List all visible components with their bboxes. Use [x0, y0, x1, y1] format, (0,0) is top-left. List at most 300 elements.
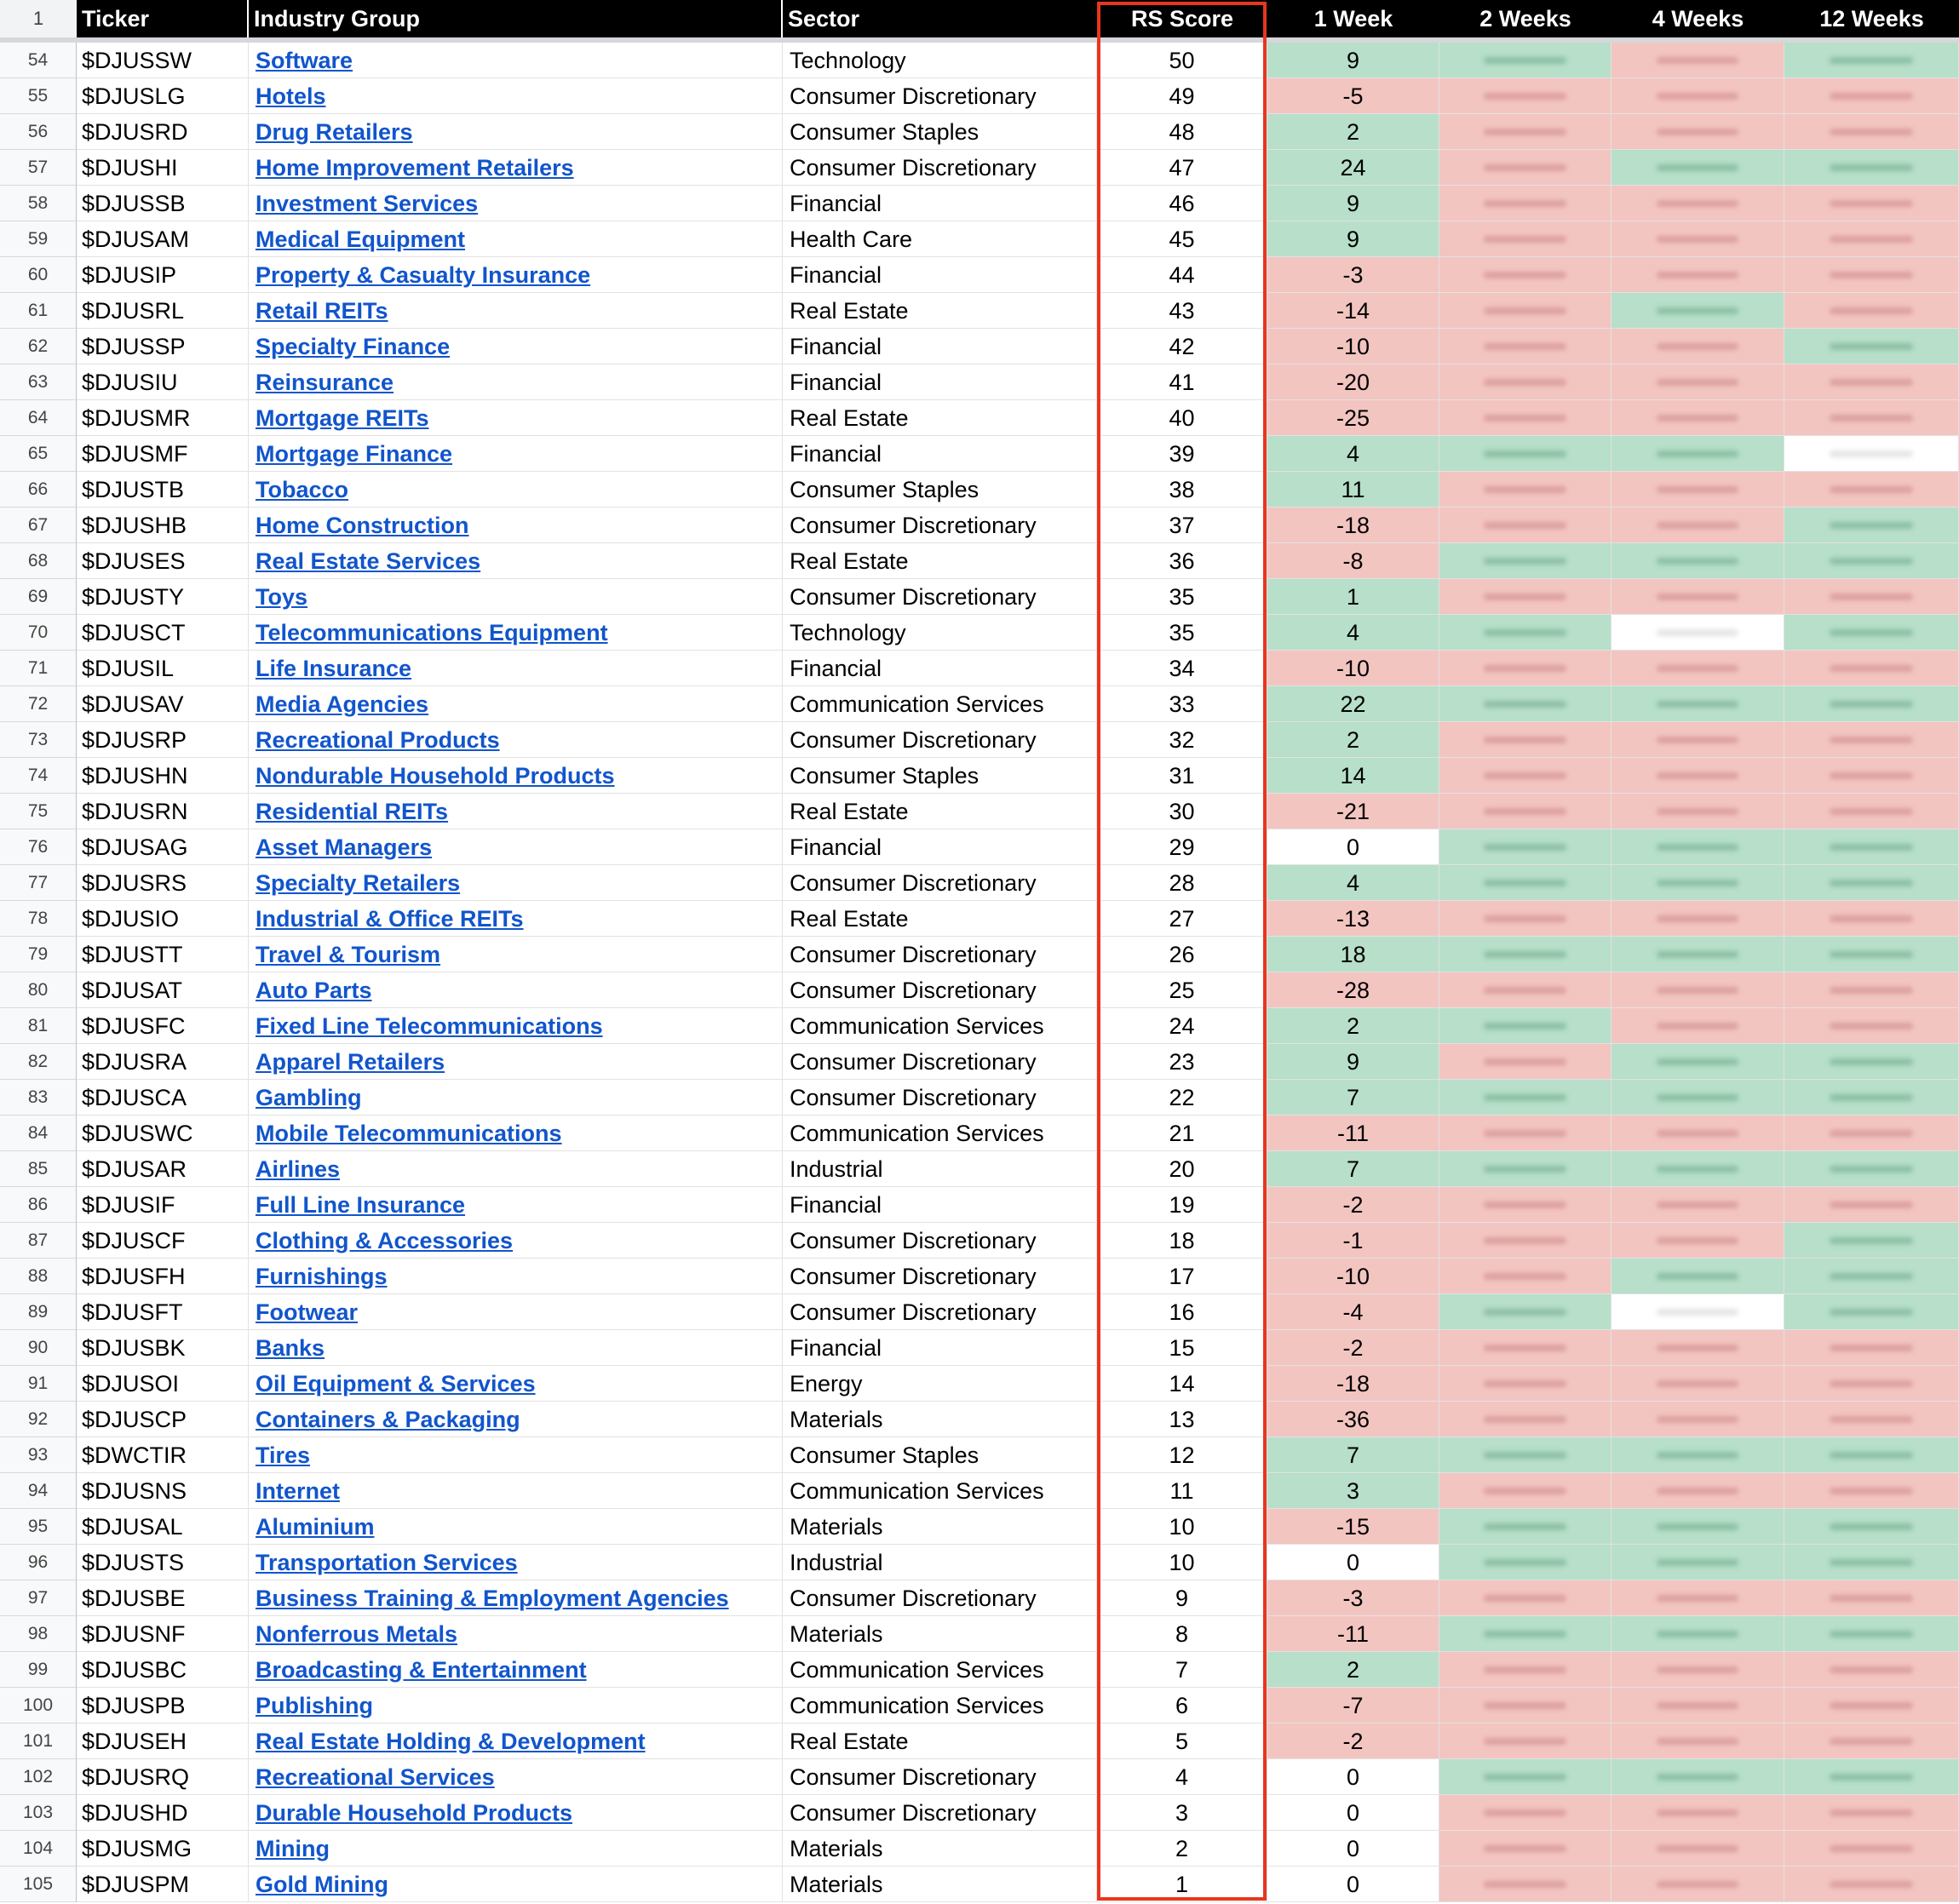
industry-group-link[interactable]: Transportation Services: [256, 1550, 518, 1575]
week-2-cell-obscured[interactable]: [1439, 508, 1611, 543]
row-number[interactable]: 98: [0, 1616, 77, 1652]
week-12-cell-obscured[interactable]: [1784, 651, 1959, 686]
industry-group-cell[interactable]: [249, 1652, 783, 1688]
industry-group-link[interactable]: Reinsurance: [256, 370, 394, 395]
sector-cell[interactable]: Financial: [783, 436, 1097, 472]
rs-score-cell[interactable]: 37: [1097, 508, 1267, 543]
week-1-cell[interactable]: -18: [1267, 508, 1439, 543]
rs-score-cell[interactable]: 41: [1097, 364, 1267, 400]
rs-score-cell[interactable]: 33: [1097, 686, 1267, 722]
week-2-cell-obscured[interactable]: [1439, 114, 1611, 150]
row-number[interactable]: 75: [0, 794, 77, 829]
rs-score-cell[interactable]: 50: [1097, 43, 1267, 78]
rs-score-cell[interactable]: 9: [1097, 1580, 1267, 1616]
rs-score-cell[interactable]: 46: [1097, 186, 1267, 221]
week-2-cell-obscured[interactable]: [1439, 1759, 1611, 1795]
sector-cell[interactable]: Consumer Discretionary: [783, 1759, 1097, 1795]
week-2-cell-obscured[interactable]: [1439, 43, 1611, 78]
row-number[interactable]: 97: [0, 1580, 77, 1616]
week-4-cell-obscured[interactable]: [1611, 1723, 1784, 1759]
ticker-cell[interactable]: $DJUSAL: [77, 1509, 249, 1545]
week-4-cell-obscured[interactable]: [1611, 1652, 1784, 1688]
week-4-cell-obscured[interactable]: [1611, 1795, 1784, 1831]
week-2-cell-obscured[interactable]: [1439, 543, 1611, 579]
ticker-cell[interactable]: $DJUSCT: [77, 615, 249, 651]
week-1-cell[interactable]: -18: [1267, 1366, 1439, 1402]
rs-score-cell[interactable]: 23: [1097, 1044, 1267, 1080]
week-12-cell-obscured[interactable]: [1784, 1259, 1959, 1294]
sector-cell[interactable]: Industrial: [783, 1151, 1097, 1187]
sector-cell[interactable]: Real Estate: [783, 1723, 1097, 1759]
industry-group-link[interactable]: Containers & Packaging: [256, 1407, 520, 1432]
industry-group-link[interactable]: Investment Services: [256, 191, 479, 216]
industry-group-link[interactable]: Banks: [256, 1335, 325, 1361]
industry-group-cell[interactable]: [249, 1688, 783, 1723]
ticker-cell[interactable]: $DJUSRL: [77, 293, 249, 329]
sector-cell[interactable]: Consumer Discretionary: [783, 1580, 1097, 1616]
week-12-cell-obscured[interactable]: [1784, 1330, 1959, 1366]
week-4-cell-obscured[interactable]: [1611, 150, 1784, 186]
rs-score-cell[interactable]: 32: [1097, 722, 1267, 758]
week-4-cell-obscured[interactable]: [1611, 1473, 1784, 1509]
rs-score-cell[interactable]: 4: [1097, 1759, 1267, 1795]
week-2-cell-obscured[interactable]: [1439, 1008, 1611, 1044]
rs-score-cell[interactable]: 26: [1097, 937, 1267, 972]
industry-group-cell[interactable]: [249, 722, 783, 758]
rs-score-cell[interactable]: 3: [1097, 1795, 1267, 1831]
ticker-cell[interactable]: $DJUSFC: [77, 1008, 249, 1044]
week-4-cell-obscured[interactable]: [1611, 1151, 1784, 1187]
week-12-cell-obscured[interactable]: [1784, 1115, 1959, 1151]
sector-cell[interactable]: Communication Services: [783, 1115, 1097, 1151]
week-12-cell-obscured[interactable]: [1784, 1044, 1959, 1080]
sector-cell[interactable]: Consumer Discretionary: [783, 937, 1097, 972]
week-12-cell-obscured[interactable]: [1784, 758, 1959, 794]
sector-cell[interactable]: Financial: [783, 1187, 1097, 1223]
row-number[interactable]: 71: [0, 651, 77, 686]
row-number[interactable]: 66: [0, 472, 77, 508]
week-2-cell-obscured[interactable]: [1439, 1723, 1611, 1759]
industry-group-cell[interactable]: [249, 150, 783, 186]
week-2-cell-obscured[interactable]: [1439, 1044, 1611, 1080]
sector-cell[interactable]: Materials: [783, 1867, 1097, 1902]
week-1-cell[interactable]: -2: [1267, 1723, 1439, 1759]
week-12-cell-obscured[interactable]: [1784, 43, 1959, 78]
rs-score-cell[interactable]: 44: [1097, 257, 1267, 293]
industry-group-cell[interactable]: [249, 114, 783, 150]
week-1-cell[interactable]: 0: [1267, 1545, 1439, 1580]
sector-cell[interactable]: Real Estate: [783, 400, 1097, 436]
industry-group-cell[interactable]: [249, 794, 783, 829]
industry-group-cell[interactable]: [249, 1366, 783, 1402]
ticker-cell[interactable]: $DJUSPM: [77, 1867, 249, 1902]
week-2-cell-obscured[interactable]: [1439, 186, 1611, 221]
rs-score-cell[interactable]: 35: [1097, 615, 1267, 651]
ticker-cell[interactable]: $DJUSTT: [77, 937, 249, 972]
week-12-cell-obscured[interactable]: [1784, 329, 1959, 364]
industry-group-link[interactable]: Software: [256, 48, 353, 73]
row-number[interactable]: 85: [0, 1151, 77, 1187]
week-4-cell-obscured[interactable]: [1611, 508, 1784, 543]
week-2-cell-obscured[interactable]: [1439, 722, 1611, 758]
ticker-cell[interactable]: $DJUSMR: [77, 400, 249, 436]
week-12-cell-obscured[interactable]: [1784, 1759, 1959, 1795]
industry-group-cell[interactable]: [249, 78, 783, 114]
ticker-cell[interactable]: $DJUSBC: [77, 1652, 249, 1688]
industry-group-link[interactable]: Recreational Services: [256, 1764, 495, 1790]
week-4-cell-obscured[interactable]: [1611, 221, 1784, 257]
industry-group-cell[interactable]: [249, 1759, 783, 1795]
industry-group-cell[interactable]: [249, 1044, 783, 1080]
week-2-cell-obscured[interactable]: [1439, 1473, 1611, 1509]
industry-group-link[interactable]: Nondurable Household Products: [256, 763, 615, 789]
rs-score-cell[interactable]: 43: [1097, 293, 1267, 329]
industry-group-link[interactable]: Hotels: [256, 83, 326, 109]
ticker-cell[interactable]: $DJUSSW: [77, 43, 249, 78]
week-1-cell[interactable]: 7: [1267, 1080, 1439, 1115]
week-12-cell-obscured[interactable]: [1784, 865, 1959, 901]
week-12-cell-obscured[interactable]: [1784, 1294, 1959, 1330]
week-1-cell[interactable]: 14: [1267, 758, 1439, 794]
sector-cell[interactable]: Communication Services: [783, 1688, 1097, 1723]
sector-cell[interactable]: Consumer Discretionary: [783, 1795, 1097, 1831]
row-number[interactable]: 74: [0, 758, 77, 794]
column-header-rs-score[interactable]: RS Score: [1097, 0, 1267, 37]
sector-cell[interactable]: Materials: [783, 1616, 1097, 1652]
row-number[interactable]: 100: [0, 1688, 77, 1723]
week-12-cell-obscured[interactable]: [1784, 1473, 1959, 1509]
week-2-cell-obscured[interactable]: [1439, 78, 1611, 114]
rs-score-cell[interactable]: 28: [1097, 865, 1267, 901]
industry-group-link[interactable]: Full Line Insurance: [256, 1192, 466, 1218]
week-1-cell[interactable]: -2: [1267, 1330, 1439, 1366]
industry-group-cell[interactable]: [249, 1187, 783, 1223]
column-header-12-weeks[interactable]: 12 Weeks: [1784, 0, 1959, 37]
week-2-cell-obscured[interactable]: [1439, 615, 1611, 651]
week-12-cell-obscured[interactable]: [1784, 1187, 1959, 1223]
industry-group-link[interactable]: Life Insurance: [256, 656, 412, 681]
row-number[interactable]: 55: [0, 78, 77, 114]
week-4-cell-obscured[interactable]: [1611, 43, 1784, 78]
week-4-cell-obscured[interactable]: [1611, 1545, 1784, 1580]
rs-score-cell[interactable]: 45: [1097, 221, 1267, 257]
ticker-cell[interactable]: $DJUSRD: [77, 114, 249, 150]
week-2-cell-obscured[interactable]: [1439, 1580, 1611, 1616]
week-4-cell-obscured[interactable]: [1611, 329, 1784, 364]
row-number[interactable]: 73: [0, 722, 77, 758]
week-4-cell-obscured[interactable]: [1611, 293, 1784, 329]
week-2-cell-obscured[interactable]: [1439, 758, 1611, 794]
ticker-cell[interactable]: $DJUSHN: [77, 758, 249, 794]
ticker-cell[interactable]: $DJUSNS: [77, 1473, 249, 1509]
rs-score-cell[interactable]: 10: [1097, 1509, 1267, 1545]
week-2-cell-obscured[interactable]: [1439, 1831, 1611, 1867]
week-4-cell-obscured[interactable]: [1611, 865, 1784, 901]
row-number[interactable]: 57: [0, 150, 77, 186]
sector-cell[interactable]: Industrial: [783, 1545, 1097, 1580]
industry-group-link[interactable]: Home Construction: [256, 513, 469, 538]
row-number[interactable]: 79: [0, 937, 77, 972]
sector-cell[interactable]: Financial: [783, 364, 1097, 400]
column-header-4-weeks[interactable]: 4 Weeks: [1611, 0, 1784, 37]
week-1-cell[interactable]: 11: [1267, 472, 1439, 508]
industry-group-link[interactable]: Media Agencies: [256, 691, 429, 717]
rs-score-cell[interactable]: 35: [1097, 579, 1267, 615]
week-1-cell[interactable]: 18: [1267, 937, 1439, 972]
industry-group-link[interactable]: Mining: [256, 1836, 330, 1861]
week-12-cell-obscured[interactable]: [1784, 150, 1959, 186]
industry-group-link[interactable]: Apparel Retailers: [256, 1049, 445, 1075]
week-12-cell-obscured[interactable]: [1784, 1151, 1959, 1187]
industry-group-link[interactable]: Tobacco: [256, 477, 349, 502]
row-number[interactable]: 80: [0, 972, 77, 1008]
industry-group-link[interactable]: Residential REITs: [256, 799, 449, 824]
row-number[interactable]: 70: [0, 615, 77, 651]
sector-cell[interactable]: Financial: [783, 1330, 1097, 1366]
week-1-cell[interactable]: -5: [1267, 78, 1439, 114]
row-number[interactable]: 89: [0, 1294, 77, 1330]
rs-score-cell[interactable]: 18: [1097, 1223, 1267, 1259]
row-number[interactable]: 65: [0, 436, 77, 472]
week-4-cell-obscured[interactable]: [1611, 1330, 1784, 1366]
ticker-cell[interactable]: $DJUSPB: [77, 1688, 249, 1723]
row-number[interactable]: 78: [0, 901, 77, 937]
week-1-cell[interactable]: -2: [1267, 1187, 1439, 1223]
week-1-cell[interactable]: -7: [1267, 1688, 1439, 1723]
week-4-cell-obscured[interactable]: [1611, 972, 1784, 1008]
industry-group-cell[interactable]: [249, 1867, 783, 1902]
industry-group-link[interactable]: Medical Equipment: [256, 227, 466, 252]
row-number[interactable]: 84: [0, 1115, 77, 1151]
ticker-cell[interactable]: $DJUSFT: [77, 1294, 249, 1330]
week-12-cell-obscured[interactable]: [1784, 293, 1959, 329]
week-1-cell[interactable]: -10: [1267, 651, 1439, 686]
week-1-cell[interactable]: -8: [1267, 543, 1439, 579]
week-1-cell[interactable]: 7: [1267, 1437, 1439, 1473]
industry-group-cell[interactable]: [249, 186, 783, 221]
week-2-cell-obscured[interactable]: [1439, 1437, 1611, 1473]
ticker-cell[interactable]: $DJUSHB: [77, 508, 249, 543]
row-number[interactable]: 102: [0, 1759, 77, 1795]
industry-group-link[interactable]: Furnishings: [256, 1264, 388, 1289]
week-2-cell-obscured[interactable]: [1439, 221, 1611, 257]
industry-group-link[interactable]: Durable Household Products: [256, 1800, 573, 1826]
week-2-cell-obscured[interactable]: [1439, 972, 1611, 1008]
industry-group-link[interactable]: Gold Mining: [256, 1872, 388, 1897]
industry-group-cell[interactable]: [249, 1437, 783, 1473]
week-12-cell-obscured[interactable]: [1784, 1080, 1959, 1115]
industry-group-cell[interactable]: [249, 1580, 783, 1616]
sector-cell[interactable]: Consumer Discretionary: [783, 1080, 1097, 1115]
industry-group-link[interactable]: Publishing: [256, 1693, 373, 1718]
week-12-cell-obscured[interactable]: [1784, 1688, 1959, 1723]
rs-score-cell[interactable]: 31: [1097, 758, 1267, 794]
week-12-cell-obscured[interactable]: [1784, 579, 1959, 615]
sector-cell[interactable]: Energy: [783, 1366, 1097, 1402]
industry-group-cell[interactable]: [249, 1294, 783, 1330]
row-number[interactable]: 91: [0, 1366, 77, 1402]
week-12-cell-obscured[interactable]: [1784, 364, 1959, 400]
industry-group-link[interactable]: Recreational Products: [256, 727, 500, 753]
ticker-cell[interactable]: $DJUSHD: [77, 1795, 249, 1831]
industry-group-link[interactable]: Mortgage REITs: [256, 405, 429, 431]
sector-cell[interactable]: Financial: [783, 829, 1097, 865]
industry-group-link[interactable]: Specialty Retailers: [256, 870, 461, 896]
week-4-cell-obscured[interactable]: [1611, 615, 1784, 651]
row-number[interactable]: 59: [0, 221, 77, 257]
week-12-cell-obscured[interactable]: [1784, 472, 1959, 508]
week-2-cell-obscured[interactable]: [1439, 937, 1611, 972]
rs-score-cell[interactable]: 8: [1097, 1616, 1267, 1652]
week-4-cell-obscured[interactable]: [1611, 78, 1784, 114]
week-2-cell-obscured[interactable]: [1439, 1688, 1611, 1723]
week-4-cell-obscured[interactable]: [1611, 1115, 1784, 1151]
industry-group-cell[interactable]: [249, 508, 783, 543]
row-number[interactable]: 54: [0, 43, 77, 78]
week-2-cell-obscured[interactable]: [1439, 329, 1611, 364]
week-1-cell[interactable]: 3: [1267, 1473, 1439, 1509]
rs-score-cell[interactable]: 29: [1097, 829, 1267, 865]
week-12-cell-obscured[interactable]: [1784, 1580, 1959, 1616]
week-1-cell[interactable]: 22: [1267, 686, 1439, 722]
ticker-cell[interactable]: $DJUSMG: [77, 1831, 249, 1867]
header-row-number[interactable]: 1: [0, 0, 78, 37]
week-1-cell[interactable]: -1: [1267, 1223, 1439, 1259]
row-number[interactable]: 67: [0, 508, 77, 543]
industry-group-link[interactable]: Fixed Line Telecommunications: [256, 1013, 603, 1039]
week-12-cell-obscured[interactable]: [1784, 1795, 1959, 1831]
row-number[interactable]: 69: [0, 579, 77, 615]
industry-group-cell[interactable]: [249, 221, 783, 257]
row-number[interactable]: 58: [0, 186, 77, 221]
week-1-cell[interactable]: 2: [1267, 722, 1439, 758]
row-number[interactable]: 95: [0, 1509, 77, 1545]
week-4-cell-obscured[interactable]: [1611, 937, 1784, 972]
week-4-cell-obscured[interactable]: [1611, 579, 1784, 615]
industry-group-link[interactable]: Real Estate Services: [256, 548, 481, 574]
week-4-cell-obscured[interactable]: [1611, 400, 1784, 436]
week-2-cell-obscured[interactable]: [1439, 1115, 1611, 1151]
sector-cell[interactable]: Real Estate: [783, 543, 1097, 579]
ticker-cell[interactable]: $DJUSSP: [77, 329, 249, 364]
industry-group-cell[interactable]: [249, 1723, 783, 1759]
row-number[interactable]: 68: [0, 543, 77, 579]
row-number[interactable]: 63: [0, 364, 77, 400]
week-2-cell-obscured[interactable]: [1439, 1867, 1611, 1902]
industry-group-link[interactable]: Aluminium: [256, 1514, 375, 1540]
sector-cell[interactable]: Consumer Staples: [783, 114, 1097, 150]
week-4-cell-obscured[interactable]: [1611, 114, 1784, 150]
week-1-cell[interactable]: -14: [1267, 293, 1439, 329]
week-2-cell-obscured[interactable]: [1439, 1652, 1611, 1688]
industry-group-link[interactable]: Mortgage Finance: [256, 441, 453, 467]
week-12-cell-obscured[interactable]: [1784, 937, 1959, 972]
rs-score-cell[interactable]: 39: [1097, 436, 1267, 472]
ticker-cell[interactable]: $DJUSTS: [77, 1545, 249, 1580]
week-4-cell-obscured[interactable]: [1611, 901, 1784, 937]
week-4-cell-obscured[interactable]: [1611, 829, 1784, 865]
week-12-cell-obscured[interactable]: [1784, 436, 1959, 472]
row-number[interactable]: 76: [0, 829, 77, 865]
week-4-cell-obscured[interactable]: [1611, 1437, 1784, 1473]
week-1-cell[interactable]: -21: [1267, 794, 1439, 829]
industry-group-link[interactable]: Airlines: [256, 1156, 341, 1182]
week-2-cell-obscured[interactable]: [1439, 1223, 1611, 1259]
ticker-cell[interactable]: $DJUSHI: [77, 150, 249, 186]
industry-group-cell[interactable]: [249, 1080, 783, 1115]
rs-score-cell[interactable]: 27: [1097, 901, 1267, 937]
industry-group-cell[interactable]: [249, 937, 783, 972]
row-number[interactable]: 92: [0, 1402, 77, 1437]
week-2-cell-obscured[interactable]: [1439, 686, 1611, 722]
week-12-cell-obscured[interactable]: [1784, 829, 1959, 865]
industry-group-cell[interactable]: [249, 293, 783, 329]
industry-group-cell[interactable]: [249, 1795, 783, 1831]
sector-cell[interactable]: Real Estate: [783, 901, 1097, 937]
row-number[interactable]: 72: [0, 686, 77, 722]
week-4-cell-obscured[interactable]: [1611, 1294, 1784, 1330]
ticker-cell[interactable]: $DJUSBK: [77, 1330, 249, 1366]
industry-group-cell[interactable]: [249, 1509, 783, 1545]
ticker-cell[interactable]: $DJUSCA: [77, 1080, 249, 1115]
week-12-cell-obscured[interactable]: [1784, 1616, 1959, 1652]
rs-score-cell[interactable]: 22: [1097, 1080, 1267, 1115]
ticker-cell[interactable]: $DJUSTB: [77, 472, 249, 508]
rs-score-cell[interactable]: 42: [1097, 329, 1267, 364]
week-1-cell[interactable]: -25: [1267, 400, 1439, 436]
week-4-cell-obscured[interactable]: [1611, 758, 1784, 794]
industry-group-cell[interactable]: [249, 579, 783, 615]
week-12-cell-obscured[interactable]: [1784, 257, 1959, 293]
week-2-cell-obscured[interactable]: [1439, 1366, 1611, 1402]
week-1-cell[interactable]: 2: [1267, 1008, 1439, 1044]
week-4-cell-obscured[interactable]: [1611, 1402, 1784, 1437]
week-2-cell-obscured[interactable]: [1439, 1187, 1611, 1223]
week-4-cell-obscured[interactable]: [1611, 686, 1784, 722]
week-12-cell-obscured[interactable]: [1784, 686, 1959, 722]
row-number[interactable]: 94: [0, 1473, 77, 1509]
row-number[interactable]: 81: [0, 1008, 77, 1044]
industry-group-link[interactable]: Asset Managers: [256, 834, 433, 860]
column-header-industry-group[interactable]: Industry Group: [249, 0, 781, 37]
week-12-cell-obscured[interactable]: [1784, 1008, 1959, 1044]
week-2-cell-obscured[interactable]: [1439, 364, 1611, 400]
row-number[interactable]: 56: [0, 114, 77, 150]
rs-score-cell[interactable]: 7: [1097, 1652, 1267, 1688]
week-4-cell-obscured[interactable]: [1611, 1867, 1784, 1902]
rs-score-cell[interactable]: 20: [1097, 1151, 1267, 1187]
ticker-cell[interactable]: $DJUSRS: [77, 865, 249, 901]
week-1-cell[interactable]: 0: [1267, 1759, 1439, 1795]
week-1-cell[interactable]: -10: [1267, 1259, 1439, 1294]
industry-group-cell[interactable]: [249, 1330, 783, 1366]
week-1-cell[interactable]: 4: [1267, 865, 1439, 901]
row-number[interactable]: 61: [0, 293, 77, 329]
week-4-cell-obscured[interactable]: [1611, 1759, 1784, 1795]
ticker-cell[interactable]: $DJUSTY: [77, 579, 249, 615]
sector-cell[interactable]: Consumer Staples: [783, 1437, 1097, 1473]
week-4-cell-obscured[interactable]: [1611, 1187, 1784, 1223]
week-2-cell-obscured[interactable]: [1439, 1294, 1611, 1330]
week-2-cell-obscured[interactable]: [1439, 1259, 1611, 1294]
sector-cell[interactable]: Consumer Staples: [783, 758, 1097, 794]
industry-group-link[interactable]: Mobile Telecommunications: [256, 1121, 562, 1146]
sector-cell[interactable]: Communication Services: [783, 1473, 1097, 1509]
week-12-cell-obscured[interactable]: [1784, 972, 1959, 1008]
week-4-cell-obscured[interactable]: [1611, 543, 1784, 579]
row-number[interactable]: 64: [0, 400, 77, 436]
rs-score-cell[interactable]: 48: [1097, 114, 1267, 150]
